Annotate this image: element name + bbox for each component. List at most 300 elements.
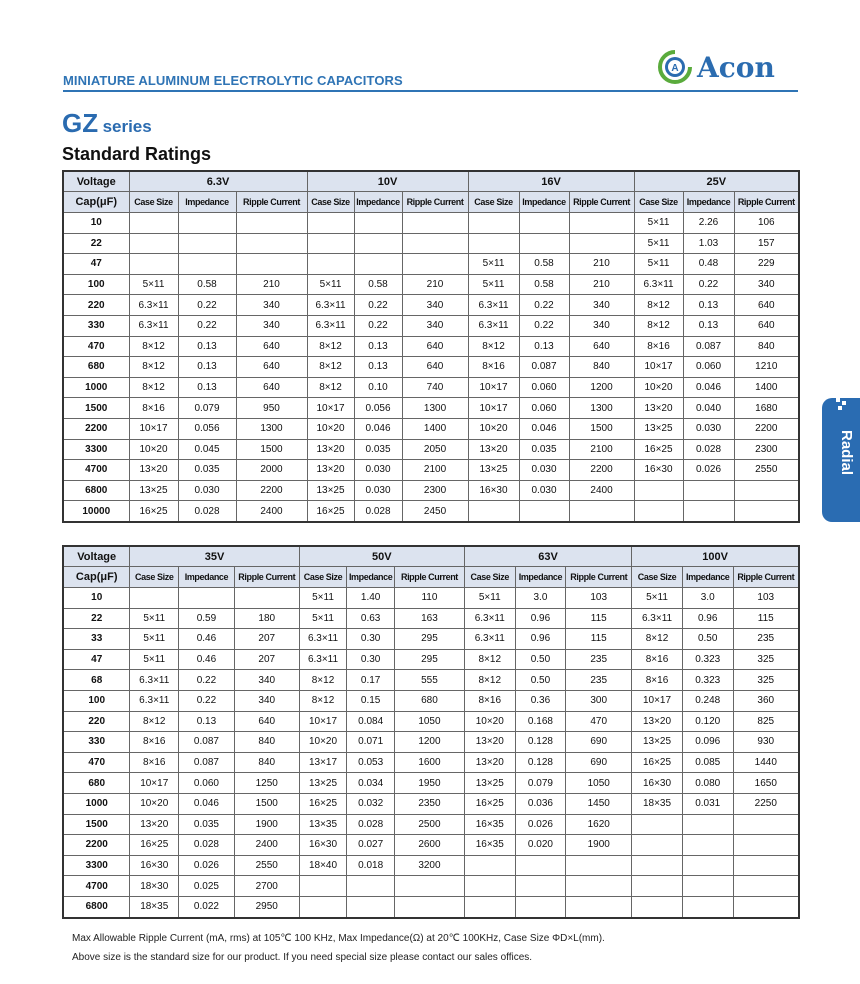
ripple-current-cell: 360 — [733, 690, 799, 711]
impedance-cell: 0.056 — [178, 418, 236, 439]
impedance-cell: 0.030 — [354, 480, 402, 501]
impedance-cell: 0.040 — [683, 398, 734, 419]
ripple-current-cell: 1950 — [394, 773, 464, 794]
ripple-current-cell: 2000 — [236, 460, 307, 481]
impedance-cell: 0.30 — [347, 649, 395, 670]
case-size-cell: 13×20 — [634, 398, 683, 419]
case-size-cell: 5×11 — [468, 254, 519, 275]
ripple-current-cell: 1900 — [566, 835, 632, 856]
ripple-current-cell: 1650 — [733, 773, 799, 794]
ripple-current-cell: 340 — [234, 690, 299, 711]
impedance-cell: 0.030 — [519, 460, 569, 481]
table-row — [63, 608, 799, 629]
table-row — [63, 752, 799, 773]
ripple-current-cell: 210 — [569, 274, 634, 295]
impedance-cell: 0.13 — [683, 295, 734, 316]
case-size-cell: 10×17 — [468, 398, 519, 419]
capacitance-cell: 2200 — [63, 418, 129, 439]
voltage-label: Voltage — [63, 171, 129, 192]
impedance-cell — [347, 876, 395, 897]
ripple-current-cell: 2550 — [734, 460, 799, 481]
ripple-current-cell: 103 — [733, 588, 799, 609]
impedance-cell: 0.22 — [519, 315, 569, 336]
brand-logo — [657, 49, 797, 85]
ripple-current-cell: 325 — [733, 649, 799, 670]
ripple-current-cell — [236, 233, 307, 254]
impedance-cell: 0.036 — [515, 793, 566, 814]
ripple-current-cell — [394, 896, 464, 917]
case-size-cell: 13×25 — [299, 773, 347, 794]
case-size-cell: 6.3×11 — [468, 315, 519, 336]
impedance-cell: 0.071 — [347, 732, 395, 753]
ripple-current-cell: 295 — [394, 649, 464, 670]
cap-label: Cap(μF) — [63, 192, 129, 213]
case-size-cell: 8×16 — [129, 398, 178, 419]
case-size-cell: 10×17 — [468, 377, 519, 398]
case-size-cell: 8×12 — [307, 336, 354, 357]
case-size-cell: 5×11 — [299, 608, 347, 629]
table-row — [63, 336, 799, 357]
ripple-current-cell: 840 — [234, 752, 299, 773]
impedance-cell: 0.58 — [354, 274, 402, 295]
impedance-cell: 0.17 — [347, 670, 395, 691]
impedance-cell — [515, 855, 566, 876]
impedance-cell: 0.58 — [178, 274, 236, 295]
column-header-row — [63, 192, 799, 213]
ripple-current-cell: 2300 — [734, 439, 799, 460]
ripple-current-cell: 106 — [734, 213, 799, 234]
case-size-cell: 13×25 — [634, 418, 683, 439]
ripple-current-cell: 1900 — [234, 814, 299, 835]
ripple-current-cell: 295 — [394, 629, 464, 650]
case-size-cell: 8×12 — [299, 670, 347, 691]
impedance-cell: 0.15 — [347, 690, 395, 711]
case-size-cell — [634, 501, 683, 522]
case-size-cell: 5×11 — [307, 274, 354, 295]
impedance-cell: 0.128 — [515, 732, 566, 753]
ripple-current-cell: 640 — [402, 336, 468, 357]
voltage-heading: 63V — [464, 546, 631, 567]
impedance-header: Impedance — [354, 192, 402, 213]
impedance-cell: 3.0 — [515, 588, 566, 609]
case-size-cell — [129, 254, 178, 275]
impedance-cell: 0.032 — [347, 793, 395, 814]
impedance-cell: 0.034 — [347, 773, 395, 794]
impedance-cell: 0.087 — [179, 732, 235, 753]
header-rule — [63, 90, 798, 92]
case-size-cell: 10×20 — [468, 418, 519, 439]
ripple-current-cell: 1600 — [394, 752, 464, 773]
case-size-cell: 6.3×11 — [130, 670, 179, 691]
impedance-cell: 0.96 — [515, 629, 566, 650]
ripple-current-cell: 1200 — [394, 732, 464, 753]
capacitance-cell: 330 — [63, 315, 129, 336]
capacitance-cell: 330 — [63, 732, 130, 753]
table-row — [63, 670, 799, 691]
impedance-cell — [682, 814, 733, 835]
ripple-current-cell: 1620 — [566, 814, 632, 835]
case-size-cell: 13×20 — [307, 439, 354, 460]
impedance-cell: 0.13 — [354, 357, 402, 378]
capacitance-cell: 3300 — [63, 855, 130, 876]
case-size-cell: 16×30 — [299, 835, 347, 856]
table-row — [63, 649, 799, 670]
impedance-cell: 0.031 — [682, 793, 733, 814]
ripple-current-cell: 950 — [236, 398, 307, 419]
ripple-current-cell: 2700 — [234, 876, 299, 897]
ripple-current-cell — [733, 814, 799, 835]
case-size-cell: 8×12 — [634, 315, 683, 336]
capacitance-cell: 6800 — [63, 896, 130, 917]
case-size-cell — [307, 213, 354, 234]
case-size-cell: 16×30 — [468, 480, 519, 501]
table-row — [63, 501, 799, 522]
impedance-cell: 0.13 — [178, 336, 236, 357]
impedance-cell: 0.13 — [519, 336, 569, 357]
table-row — [63, 896, 799, 917]
ripple-current-cell: 340 — [402, 295, 468, 316]
case-size-cell: 13×20 — [130, 814, 179, 835]
capacitance-cell: 4700 — [63, 460, 129, 481]
ripple-current-header: Ripple Current — [234, 567, 299, 588]
case-size-cell: 13×35 — [299, 814, 347, 835]
impedance-cell: 0.168 — [515, 711, 566, 732]
impedance-cell: 0.026 — [683, 460, 734, 481]
capacitance-cell: 10 — [63, 213, 129, 234]
impedance-header: Impedance — [515, 567, 566, 588]
impedance-cell: 0.018 — [347, 855, 395, 876]
case-size-cell — [634, 480, 683, 501]
impedance-cell: 0.028 — [178, 501, 236, 522]
capacitance-cell: 68 — [63, 670, 130, 691]
ripple-current-cell: 640 — [236, 377, 307, 398]
case-size-cell: 8×16 — [634, 336, 683, 357]
ripple-current-cell: 1200 — [569, 377, 634, 398]
impedance-cell — [519, 213, 569, 234]
table-row — [63, 690, 799, 711]
impedance-cell: 0.045 — [178, 439, 236, 460]
impedance-cell — [683, 480, 734, 501]
impedance-cell: 0.046 — [179, 793, 235, 814]
impedance-cell: 0.035 — [519, 439, 569, 460]
ripple-current-cell — [733, 855, 799, 876]
footnote-special-size: Above size is the standard size for our product. If you need special size please contact our sales offices. — [72, 952, 533, 963]
case-size-cell: 5×11 — [632, 588, 683, 609]
capacitance-cell: 680 — [63, 357, 129, 378]
impedance-cell: 0.025 — [179, 876, 235, 897]
case-size-cell: 10×17 — [130, 773, 179, 794]
table-row — [63, 439, 799, 460]
case-size-header: Case Size — [634, 192, 683, 213]
case-size-cell: 10×17 — [307, 398, 354, 419]
impedance-cell: 0.63 — [347, 608, 395, 629]
capacitance-cell: 100 — [63, 274, 129, 295]
case-size-cell: 18×30 — [130, 876, 179, 897]
impedance-cell: 0.30 — [347, 629, 395, 650]
footnote-ratings: Max Allowable Ripple Current (mA, rms) at 105℃ 100 KHz, Max Impedance(Ω) at 20℃ 100KHz, Case Size ΦD×L(mm). — [72, 933, 605, 944]
ripple-current-cell: 2200 — [236, 480, 307, 501]
ripple-current-cell — [569, 213, 634, 234]
impedance-cell — [515, 876, 566, 897]
impedance-cell — [682, 896, 733, 917]
case-size-cell — [632, 876, 683, 897]
impedance-cell: 0.030 — [178, 480, 236, 501]
case-size-cell: 6.3×11 — [299, 629, 347, 650]
ripple-current-cell: 640 — [734, 295, 799, 316]
ripple-current-cell: 640 — [236, 336, 307, 357]
case-size-cell: 16×25 — [129, 501, 178, 522]
impedance-header: Impedance — [178, 192, 236, 213]
impedance-cell: 0.96 — [682, 608, 733, 629]
impedance-cell: 0.084 — [347, 711, 395, 732]
impedance-cell: 0.079 — [515, 773, 566, 794]
ripple-current-cell: 340 — [734, 274, 799, 295]
impedance-cell: 0.060 — [683, 357, 734, 378]
ripple-current-cell — [234, 588, 299, 609]
impedance-cell — [515, 896, 566, 917]
ripple-current-cell: 115 — [733, 608, 799, 629]
ripple-current-cell: 680 — [394, 690, 464, 711]
case-size-cell — [299, 876, 347, 897]
ripple-current-cell: 340 — [234, 670, 299, 691]
case-size-cell: 10×17 — [632, 690, 683, 711]
case-size-cell: 10×17 — [634, 357, 683, 378]
ripple-current-cell — [236, 254, 307, 275]
case-size-header: Case Size — [307, 192, 354, 213]
ripple-current-cell — [569, 501, 634, 522]
ripple-current-cell — [566, 896, 632, 917]
impedance-cell: 0.096 — [682, 732, 733, 753]
impedance-cell: 0.22 — [354, 315, 402, 336]
capacitance-cell: 22 — [63, 233, 129, 254]
table-row — [63, 460, 799, 481]
ripple-current-cell: 2550 — [234, 855, 299, 876]
ripple-current-cell: 115 — [566, 629, 632, 650]
impedance-cell: 0.22 — [178, 295, 236, 316]
impedance-cell: 0.035 — [179, 814, 235, 835]
ripple-current-cell — [402, 213, 468, 234]
ripple-current-cell: 740 — [402, 377, 468, 398]
case-size-cell: 5×11 — [634, 254, 683, 275]
voltage-heading: 25V — [634, 171, 799, 192]
case-size-cell: 16×30 — [634, 460, 683, 481]
capacitance-cell: 1000 — [63, 793, 130, 814]
ripple-current-cell: 235 — [566, 649, 632, 670]
impedance-cell: 1.03 — [683, 233, 734, 254]
capacitance-cell: 2200 — [63, 835, 130, 856]
case-size-cell: 10×17 — [129, 418, 178, 439]
case-size-cell: 5×11 — [634, 213, 683, 234]
ripple-current-cell: 235 — [566, 670, 632, 691]
ripple-current-cell: 1680 — [734, 398, 799, 419]
capacitance-cell: 22 — [63, 608, 130, 629]
case-size-cell: 18×40 — [299, 855, 347, 876]
impedance-cell: 0.22 — [179, 690, 235, 711]
series-code: GZ — [62, 108, 99, 138]
case-size-cell: 13×20 — [464, 732, 515, 753]
impedance-cell: 0.10 — [354, 377, 402, 398]
case-size-cell: 5×11 — [634, 233, 683, 254]
impedance-cell: 0.087 — [683, 336, 734, 357]
case-size-cell: 8×16 — [464, 690, 515, 711]
case-size-cell: 8×12 — [129, 336, 178, 357]
impedance-cell: 0.50 — [515, 670, 566, 691]
ripple-current-header: Ripple Current — [394, 567, 464, 588]
case-size-cell: 10×17 — [299, 711, 347, 732]
ripple-current-cell: 2100 — [402, 460, 468, 481]
capacitance-cell: 680 — [63, 773, 130, 794]
capacitance-cell: 6800 — [63, 480, 129, 501]
ripple-current-cell — [734, 480, 799, 501]
case-size-cell — [307, 233, 354, 254]
impedance-cell: 0.22 — [519, 295, 569, 316]
table-row — [63, 213, 799, 234]
ripple-current-cell: 157 — [734, 233, 799, 254]
impedance-cell: 0.079 — [178, 398, 236, 419]
case-size-cell — [468, 233, 519, 254]
impedance-cell: 0.030 — [519, 480, 569, 501]
case-size-cell: 13×20 — [632, 711, 683, 732]
table-row — [63, 274, 799, 295]
ripple-current-cell: 2100 — [569, 439, 634, 460]
case-size-cell: 16×35 — [464, 814, 515, 835]
case-size-cell — [468, 501, 519, 522]
ripple-current-cell: 1250 — [234, 773, 299, 794]
table-row — [63, 793, 799, 814]
radial-tab-label: Radial — [838, 430, 855, 476]
case-size-cell: 16×30 — [632, 773, 683, 794]
table-row — [63, 233, 799, 254]
ripple-current-header: Ripple Current — [566, 567, 632, 588]
impedance-cell — [682, 876, 733, 897]
ripple-current-header: Ripple Current — [733, 567, 799, 588]
ripple-current-cell: 110 — [394, 588, 464, 609]
ripple-current-cell: 1500 — [569, 418, 634, 439]
impedance-cell: 0.087 — [519, 357, 569, 378]
ripple-current-cell: 340 — [569, 315, 634, 336]
case-size-cell: 6.3×11 — [299, 649, 347, 670]
voltage-header-row — [63, 546, 799, 567]
impedance-cell: 0.022 — [179, 896, 235, 917]
ripple-current-cell: 1440 — [733, 752, 799, 773]
ripple-current-cell: 470 — [566, 711, 632, 732]
voltage-header-row — [63, 171, 799, 192]
case-size-cell: 8×12 — [307, 357, 354, 378]
ripple-current-cell: 690 — [566, 732, 632, 753]
impedance-cell: 0.13 — [354, 336, 402, 357]
table-row — [63, 629, 799, 650]
ripple-current-cell: 1050 — [566, 773, 632, 794]
voltage-heading: 35V — [130, 546, 299, 567]
case-size-cell: 8×12 — [634, 295, 683, 316]
ripple-current-cell: 207 — [234, 649, 299, 670]
capacitance-cell: 1500 — [63, 814, 130, 835]
ripple-current-cell: 1400 — [734, 377, 799, 398]
case-size-cell: 8×16 — [468, 357, 519, 378]
case-size-cell — [299, 896, 347, 917]
case-size-cell: 10×20 — [129, 439, 178, 460]
ripple-current-cell: 2400 — [569, 480, 634, 501]
ripple-current-cell: 640 — [734, 315, 799, 336]
impedance-cell — [519, 501, 569, 522]
impedance-cell: 0.035 — [178, 460, 236, 481]
case-size-cell: 13×20 — [307, 460, 354, 481]
impedance-cell: 0.028 — [179, 835, 235, 856]
impedance-cell: 1.40 — [347, 588, 395, 609]
case-size-header: Case Size — [468, 192, 519, 213]
impedance-cell: 0.22 — [354, 295, 402, 316]
series-title — [62, 108, 152, 139]
impedance-cell: 0.46 — [179, 649, 235, 670]
case-size-cell — [464, 855, 515, 876]
ripple-current-cell — [734, 501, 799, 522]
ripple-current-cell: 2950 — [234, 896, 299, 917]
ripple-current-cell: 1210 — [734, 357, 799, 378]
impedance-cell — [683, 501, 734, 522]
voltage-heading: 16V — [468, 171, 634, 192]
case-size-cell: 8×12 — [130, 711, 179, 732]
table-row — [63, 295, 799, 316]
case-size-cell: 6.3×11 — [468, 295, 519, 316]
ripple-current-cell — [394, 876, 464, 897]
case-size-cell: 5×11 — [468, 274, 519, 295]
svg-text:A: A — [671, 63, 679, 74]
impedance-cell: 0.22 — [178, 315, 236, 336]
ripple-current-cell: 210 — [402, 274, 468, 295]
ripple-current-cell: 2250 — [733, 793, 799, 814]
case-size-cell: 8×12 — [632, 629, 683, 650]
case-size-cell: 16×25 — [307, 501, 354, 522]
ripple-current-cell: 1300 — [569, 398, 634, 419]
case-size-cell: 16×25 — [464, 793, 515, 814]
case-size-cell: 13×25 — [307, 480, 354, 501]
ripple-current-cell — [566, 876, 632, 897]
capacitance-cell: 3300 — [63, 439, 129, 460]
case-size-cell: 6.3×11 — [634, 274, 683, 295]
case-size-cell: 13×25 — [129, 480, 178, 501]
case-size-cell: 16×35 — [464, 835, 515, 856]
ripple-current-cell: 1050 — [394, 711, 464, 732]
ripple-current-cell — [402, 233, 468, 254]
ripple-current-cell: 840 — [734, 336, 799, 357]
impedance-cell — [682, 835, 733, 856]
ripple-current-cell: 210 — [569, 254, 634, 275]
ripple-current-cell: 340 — [236, 315, 307, 336]
ripple-current-cell: 207 — [234, 629, 299, 650]
case-size-cell: 6.3×11 — [464, 608, 515, 629]
case-size-cell: 13×20 — [468, 439, 519, 460]
case-size-cell — [632, 835, 683, 856]
ripple-current-cell — [733, 835, 799, 856]
impedance-cell: 0.028 — [354, 501, 402, 522]
case-size-cell — [632, 896, 683, 917]
impedance-cell: 0.50 — [515, 649, 566, 670]
impedance-cell: 0.027 — [347, 835, 395, 856]
impedance-cell: 0.13 — [683, 315, 734, 336]
series-word: series — [102, 117, 152, 136]
case-size-cell: 13×17 — [299, 752, 347, 773]
table-row — [63, 711, 799, 732]
impedance-cell: 0.085 — [682, 752, 733, 773]
ripple-current-cell — [402, 254, 468, 275]
case-size-cell: 5×11 — [130, 608, 179, 629]
impedance-header: Impedance — [682, 567, 733, 588]
impedance-cell: 0.060 — [519, 398, 569, 419]
capacitance-cell: 1000 — [63, 377, 129, 398]
impedance-cell: 0.087 — [179, 752, 235, 773]
case-size-cell: 8×12 — [129, 377, 178, 398]
ripple-current-cell: 1500 — [236, 439, 307, 460]
